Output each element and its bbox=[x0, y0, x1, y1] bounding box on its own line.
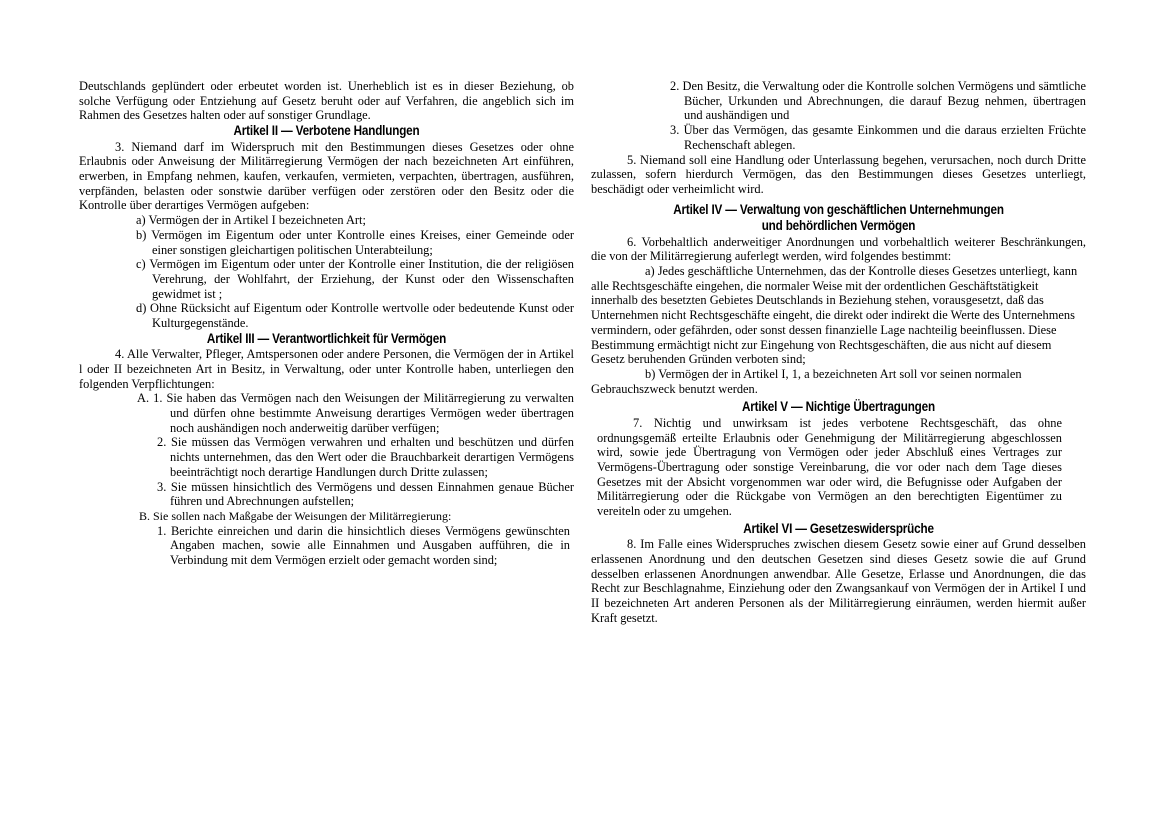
paragraph-4-item-A1: A. 1. Sie haben das Vermögen nach den Weisungen der Militärregierung zu verwalten und dürfen ohne bestimmte Anweisung derartiges Vermögen weder übertragen noch aushändigen noch anderweitig darüber verfügen; bbox=[137, 391, 574, 435]
paragraph-3: 3. Niemand darf im Widerspruch mit den Bestimmungen dieses Gesetzes oder ohne Erlaubnis oder Anweisung der Militärregierung Vermögen der nach bezeichneten Art einführen, erwerben, in Empfang nehmen, kaufen, verkaufen, vermieten, verpachten, übertragen, ausführen, verpfänden, belasten oder sonstwie darüber verfügen oder zerstören oder den Besitz oder die Kontrolle über derartiges Vermögen aufgeben: bbox=[79, 139, 574, 213]
article-5-heading: Artikel V — Nichtige Übertragungen bbox=[742, 399, 935, 415]
left-column bbox=[79, 79, 574, 568]
paragraph-4-item-A3: 3. Sie müssen hinsichtlich des Vermögens und dessen Einnahmen genaue Bücher führen und Abrechnungen aufstellen; bbox=[157, 479, 574, 509]
paragraph-4-item-B1: 1. Berichte einreichen und darin die hinsichtlich dieses Vermögens gewünschten Angaben machen, sowie alle Einnahmen und Ausgaben aufführen, die in Verbindung mit dem Vermögen erzielt oder gemacht worden sind; bbox=[157, 523, 570, 568]
article-4-heading-line-2: und behördlichen Vermögen bbox=[761, 218, 916, 234]
paragraph-6-item-b: b) Vermögen der in Artikel I, 1, a bezeichneten Art soll vor seinen normalen Gebrauchszweck benutzt werden. bbox=[591, 366, 1022, 396]
paragraph-6: 6. Vorbehaltlich anderweitiger Anordnungen und vorbehaltlich weiterer Beschränkungen, die von der Militärregierung auferlegt werden, wird folgendes bestimmt: bbox=[591, 234, 1086, 264]
paragraph-3-item-c: c) Vermögen im Eigentum oder unter der Kontrolle einer Institution, die der religiösen Verehrung, der Wohlfahrt, der Erziehung, der Kunst oder den Wissenschaften gewidmet ist ; bbox=[136, 257, 574, 301]
paragraph-7: 7. Nichtig und unwirksam ist jedes verbotene Rechtsgeschäft, das ohne ordnungsgemäß erteilte Erlaubnis oder Genehmigung der Militärregierung abgeschlossen wird, sowie jede Übertragung von Vermögen oder jeder Abschluß eines Vertrages zur Vermögens-Übertragung oder sonstige Vereinbarung, die vor oder nach dem Tage dieses Gesetzes mit der Absicht vorgenommen war oder wird, die Befugnisse oder Aufgaben der Militärregierung oder die Rückgabe von Vermögen an den berechtigten Eigentümer zu vereiteln oder zu umgehen. bbox=[597, 415, 1062, 519]
paragraph-4: 4. Alle Verwalter, Pfleger, Amtspersonen oder andere Personen, die Vermögen der in Artikel l oder II bezeichneten Art in Besitz, in Verwaltung, oder unter Kontrolle haben, unterliegen den folgenden Verpflichtungen: bbox=[79, 347, 574, 391]
paragraph-4-item-B2: 2. Den Besitz, die Verwaltung oder die Kontrolle solchen Vermögens und sämtliche Bücher, Urkunden und Abrechnungen, die darauf Bezug nehmen, übertragen und aushändigen und bbox=[670, 79, 1086, 123]
article-6-heading: Artikel VI — Gesetzeswidersprüche bbox=[743, 520, 934, 536]
paragraph-4-item-A2: 2. Sie müssen das Vermögen verwahren und erhalten und beschützen und dürfen nichts unternehmen, das den Wert oder die Brauchbarkeit derartigen Vermögens beeinträchtigt noch derartige Handlungen durch Dritte zulassen; bbox=[157, 435, 574, 479]
paragraph-8: 8. Im Falle eines Widerspruches zwischen diesem Gesetz sowie einer auf Grund desselben erlassenen Anordnung und den deutschen Gesetzen sind dieses Gesetz sowie die auf Grund desselben erlassenen Anordnungen anwendbar. Alle Gesetze, Erlasse und Anordnungen, die das Recht zur Beschlagnahme, Einziehung oder den Zwangsankauf von Vermögen der in Artikel I und II bezeichneten Art anderen Personen als der Militärregierung einräumen, werden hiermit außer Kraft gesetzt. bbox=[591, 537, 1086, 625]
paragraph-6-item-a: a) Jedes geschäftliche Unternehmen, das der Kontrolle dieses Gesetzes unterliegt, kann alle Rechtsgeschäfte eingehen, die normaler Weise mit der ordentlichen Geschäftstätigkeit innerhalb des besetzten Gebietes Deutschlands in Beziehung stehen, vorausgesetzt, daß das Unternehmen nicht Rechtsgeschäfte eingeht, die direkt oder indirekt die Werte des Unternehmens vermindern, oder gefährden, oder sonst dessen finanzielle Lage nachteilig beeinflussen. Diese Bestimmung ermächtigt nicht zur Eingehung von Rechtsgeschäften, die aus nicht auf diesem Gesetz beruhenden Gründen verboten sind; bbox=[591, 264, 1078, 367]
paragraph-3-item-a: a) Vermögen der in Artikel I bezeichneten Art; bbox=[136, 213, 366, 228]
paragraph-4-item-B: B. Sie sollen nach Maßgabe der Weisungen der Militärregierung: bbox=[139, 508, 452, 523]
right-column bbox=[591, 79, 1086, 626]
paragraph-4-item-B3: 3. Über das Vermögen, das gesamte Einkommen und die daraus erzielten Früchte Rechenschaft ablegen. bbox=[670, 123, 1086, 152]
intro-paragraph: Deutschlands geplündert oder erbeutet worden ist. Unerheblich ist es in dieser Beziehung, ob solche Verfügung oder Entziehung auf Gesetz beruht oder auf Verfahren, die angeblich sich im Rahmen des Gesetzes halten oder auf sonstiger Grundlage. bbox=[79, 79, 574, 123]
paragraph-3-item-b: b) Vermögen im Eigentum oder unter Kontrolle eines Kreises, einer Gemeinde oder einer sonstigen gleichartigen politischen Unterabteilung; bbox=[136, 227, 574, 257]
article-4-heading-line-1: Artikel IV — Verwaltung von geschäftlichen Unternehmungen bbox=[673, 201, 1004, 217]
paragraph-5: 5. Niemand soll eine Handlung oder Unterlassung begehen, verursachen, noch durch Dritte zulassen, sofern hierdurch Vermögen, das den Bestimmungen dieses Gesetzes unterliegt, beschädigt oder verheimlicht wird. bbox=[591, 152, 1086, 196]
paragraph-3-item-d: d) Ohne Rücksicht auf Eigentum oder Kontrolle wertvolle oder bedeutende Kunst oder Kulturgegenstände. bbox=[136, 301, 574, 331]
article-3-heading: Artikel III — Verantwortlichkeit für Vermögen bbox=[206, 330, 447, 346]
article-2-heading: Artikel II — Verbotene Handlungen bbox=[233, 123, 420, 139]
